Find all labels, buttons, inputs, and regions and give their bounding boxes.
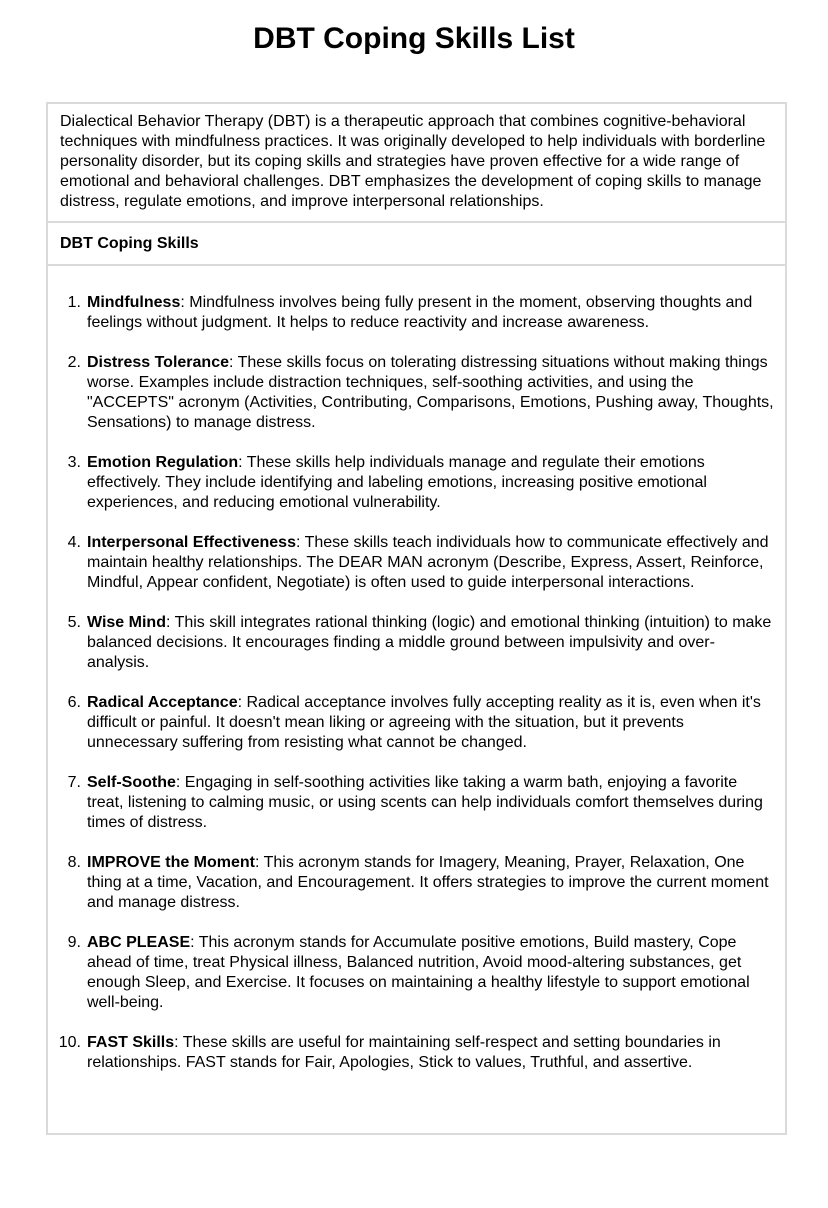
skill-description: Mindfulness involves being fully present in the moment, observing thoughts and feelings without judgment. It helps to reduce reactivity and increase awareness. bbox=[87, 294, 753, 331]
skill-term: FAST Skills bbox=[87, 1034, 175, 1051]
intro-section bbox=[48, 104, 785, 221]
list-item-number: 7. bbox=[67, 774, 81, 791]
list-item bbox=[67, 853, 775, 913]
list-item bbox=[67, 293, 775, 333]
skill-description: These skills help individuals manage and regulate their emotions effectively. They include identifying and labeling emotions, increasing positive emotional experiences, and reducing emotional vulnerability. bbox=[87, 454, 707, 511]
skill-description: This skill integrates rational thinking (logic) and emotional thinking (intuition) to make balanced decisions. It encourages finding a middle ground between impulsivity and over-analysis. bbox=[87, 614, 772, 671]
skill-separator: : bbox=[175, 774, 185, 791]
list-item-number: 4. bbox=[67, 534, 81, 551]
list-item bbox=[67, 933, 775, 1013]
skill-description: Engaging in self-soothing activities like taking a warm bath, enjoying a favorite treat, listening to calming music, or using scents can help individuals comfort themselves during times of distress. bbox=[87, 774, 763, 831]
list-item-number: 8. bbox=[67, 854, 81, 871]
list-item bbox=[67, 693, 775, 753]
skill-description: This acronym stands for Accumulate positive emotions, Build mastery, Cope ahead of time, treat Physical illness, Balanced nutrition, Avoid mood-altering substances, get enough Sleep, and Exercise. It focuses on maintaining a healthy lifestyle to support emotional well-being. bbox=[87, 934, 750, 1011]
document-body-box bbox=[46, 102, 787, 1135]
skill-description: This acronym stands for Imagery, Meaning, Prayer, Relaxation, One thing at a time, Vacation, and Encouragement. It offers strategies to improve the current moment and manage distress. bbox=[87, 854, 769, 911]
list-item-number: 5. bbox=[67, 614, 81, 631]
skill-separator: : bbox=[237, 694, 247, 711]
skill-term: ABC PLEASE bbox=[87, 934, 191, 951]
skills-list-section bbox=[48, 264, 785, 1133]
list-item-number: 6. bbox=[67, 694, 81, 711]
skill-separator: : bbox=[238, 454, 247, 471]
skill-description: These skills focus on tolerating distressing situations without making things worse. Examples include distraction techniques, self-soothing activities, and using the "ACCEPTS" acronym (Activities, Contributing, Comparisons, Emotions, Pushing away, Thoughts, Sensations) to manage distress. bbox=[87, 354, 774, 431]
list-item-number: 2. bbox=[67, 354, 81, 371]
skill-term: Distress Tolerance bbox=[87, 354, 229, 371]
skill-description: These skills are useful for maintaining self-respect and setting boundaries in relationships. FAST stands for Fair, Apologies, Stick to values, Truthful, and assertive. bbox=[87, 1034, 721, 1071]
list-item-number: 10. bbox=[58, 1034, 81, 1051]
skills-list bbox=[48, 293, 775, 1073]
skill-separator: : bbox=[295, 534, 305, 551]
skill-separator: : bbox=[190, 934, 199, 951]
list-item bbox=[67, 533, 775, 593]
list-item bbox=[67, 773, 775, 833]
skill-separator: : bbox=[165, 614, 175, 631]
list-item bbox=[67, 453, 775, 513]
skill-term: Emotion Regulation bbox=[87, 454, 239, 471]
document-title: DBT Coping Skills List bbox=[253, 22, 575, 55]
list-item-number: 9. bbox=[67, 934, 81, 951]
list-item bbox=[58, 1033, 775, 1073]
skill-separator: : bbox=[255, 854, 264, 871]
skill-description: These skills teach individuals how to communicate effectively and maintain healthy relationships. The DEAR MAN acronym (Describe, Express, Assert, Reinforce, Mindful, Appear confident, Negotiate) is often used to guide interpersonal interactions. bbox=[87, 534, 769, 591]
list-item-number: 1. bbox=[67, 294, 81, 311]
skill-description: Radical acceptance involves fully accepting reality as it is, even when it's difficult or painful. It doesn't mean liking or agreeing with the situation, but it prevents unnecessary suffering from resisting what cannot be changed. bbox=[87, 694, 761, 751]
skill-term: Wise Mind bbox=[87, 614, 166, 631]
list-item bbox=[67, 353, 775, 433]
skill-separator: : bbox=[174, 1034, 183, 1051]
skill-term: Radical Acceptance bbox=[87, 694, 238, 711]
skill-term: Self-Soothe bbox=[87, 774, 176, 791]
section-header bbox=[48, 221, 785, 264]
skill-term: IMPROVE the Moment bbox=[87, 854, 256, 871]
skill-term: Mindfulness bbox=[87, 294, 181, 311]
list-item bbox=[67, 613, 775, 673]
skill-separator: : bbox=[229, 354, 238, 371]
list-item-number: 3. bbox=[67, 454, 81, 471]
section-header-title: DBT Coping Skills bbox=[60, 235, 199, 252]
skill-separator: : bbox=[180, 294, 190, 311]
skill-term: Interpersonal Effectiveness bbox=[87, 534, 296, 551]
intro-paragraph: Dialectical Behavior Therapy (DBT) is a therapeutic approach that combines cognitive-behavioral techniques with mindfulness practices. It was originally developed to help individuals with borderline personality disorder, but its coping skills and strategies have proven effective for a wide range of emotional and behavioral challenges. DBT emphasizes the development of coping skills to manage distress, regulate emotions, and improve interpersonal relationships. bbox=[60, 113, 766, 210]
